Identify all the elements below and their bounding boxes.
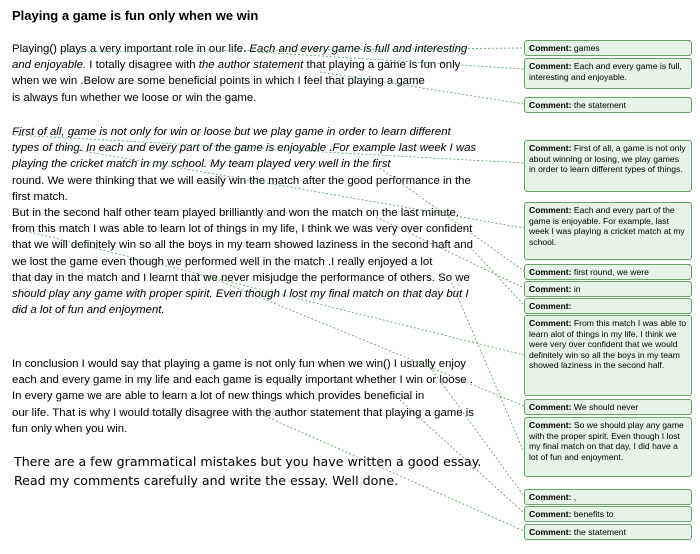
comment-balloon[interactable]: Comment: From this match I was able to learn alot of things in my life, I think we were very over confident that we would definitely win so all the boys in my team showed laziness in the second half. bbox=[524, 315, 692, 396]
comment-balloon[interactable]: Comment: the statement bbox=[524, 524, 692, 540]
comment-balloon[interactable]: Comment: So we should play any game with the proper spirit. Even though I lost my final match on that day, I did have a lot of fun and enjoyment. bbox=[524, 417, 692, 477]
p2-line: First of all, game is not only for win or loose but we play game in order to learn different bbox=[12, 126, 451, 138]
comment-balloon[interactable]: Comment: Each and every part of the game is enjoyable. For example, last week I was playing a cricket match at my school. bbox=[524, 202, 692, 260]
p3-line: our life. That is why I would totally disagree with the author statement that playing a game is bbox=[12, 406, 474, 419]
comment-balloon[interactable]: Comment: bbox=[524, 298, 692, 314]
p2-line: types of thing. In each and every part of the game is enjoyable .For example last week I was bbox=[12, 142, 477, 155]
p3-line: In every game we are able to learn a lot of new things which provides beneficial in bbox=[12, 390, 425, 403]
p2-line: did a lot of fun and enjoyment. bbox=[12, 304, 165, 317]
p2-line: we lost the game even though we performed well in the match .I really enjoyed a lot bbox=[12, 255, 433, 268]
p2-line: playing the cricket match in my school. My team played very well in the first bbox=[12, 158, 391, 171]
p3-line: each and every game in my life and each game is equally important whether I win or loose . bbox=[12, 374, 473, 387]
feedback-line: There are a few grammatical mistakes but you have written a good essay. bbox=[14, 454, 482, 469]
p2-line: first match. bbox=[12, 190, 68, 203]
paragraph-2 bbox=[12, 124, 504, 318]
p2-line: round. We were thinking that we will easily win the match after the good performance in the bbox=[12, 174, 471, 187]
essay-title: Playing a game is fun only when we win bbox=[12, 8, 259, 23]
p2-line: But in the second half other team played brilliantly and won the match on the last minute. bbox=[12, 207, 460, 220]
comment-balloon[interactable]: Comment: , bbox=[524, 489, 692, 505]
p3-line: fun only when you win. bbox=[12, 422, 128, 435]
feedback-line: Read my comments carefully and write the essay. Well done. bbox=[14, 473, 399, 488]
p1-line-1: Playing() plays a very important role in our life. Each and every game is full and interesting bbox=[12, 43, 468, 55]
p1-line-2: and enjoyable. I totally disagree with the author statement that playing a game is fun only bbox=[12, 59, 461, 72]
p3-line: In conclusion I would say that playing a game is not only fun when we win() I usually enjoy bbox=[12, 358, 466, 370]
p2-line: from this match I was able to learn lot of things in my life, I think we was very over confident bbox=[12, 223, 473, 236]
comment-balloon[interactable]: Comment: Each and every game is full, interesting and enjoyable. bbox=[524, 58, 692, 89]
comment-balloon[interactable]: Comment: the statement bbox=[524, 97, 692, 113]
paragraph-1 bbox=[12, 41, 504, 106]
p2-line: that we will definitely win so all the boys in my team showed laziness in the second haft and bbox=[12, 239, 473, 252]
paragraph-3 bbox=[12, 356, 504, 437]
p2-line: that day in the match and I learnt that we never misjudge the performance of others. So we bbox=[12, 271, 470, 284]
comment-balloon[interactable]: Comment: in bbox=[524, 281, 692, 297]
comment-balloon[interactable]: Comment: First of all, a game is not only about winning or losing, we play games in order to learn different types of things. bbox=[524, 140, 692, 192]
comment-balloon[interactable]: Comment: games bbox=[524, 40, 692, 56]
comment-pane bbox=[522, 0, 700, 554]
teacher-feedback bbox=[14, 452, 509, 490]
p2-line: should play any game with proper spirit. Even though I lost my final match on that day but I bbox=[12, 288, 469, 301]
comment-balloon[interactable]: Comment: benefits to bbox=[524, 506, 692, 522]
comment-balloon[interactable]: Comment: We should never bbox=[524, 399, 692, 415]
comment-balloon[interactable]: Comment: first round, we were bbox=[524, 264, 692, 280]
p1-line-3: when we win .Below are some beneficial points in which I feel that playing a game bbox=[12, 75, 425, 88]
p1-line-4: is always fun whether we loose or win the game. bbox=[12, 91, 257, 104]
